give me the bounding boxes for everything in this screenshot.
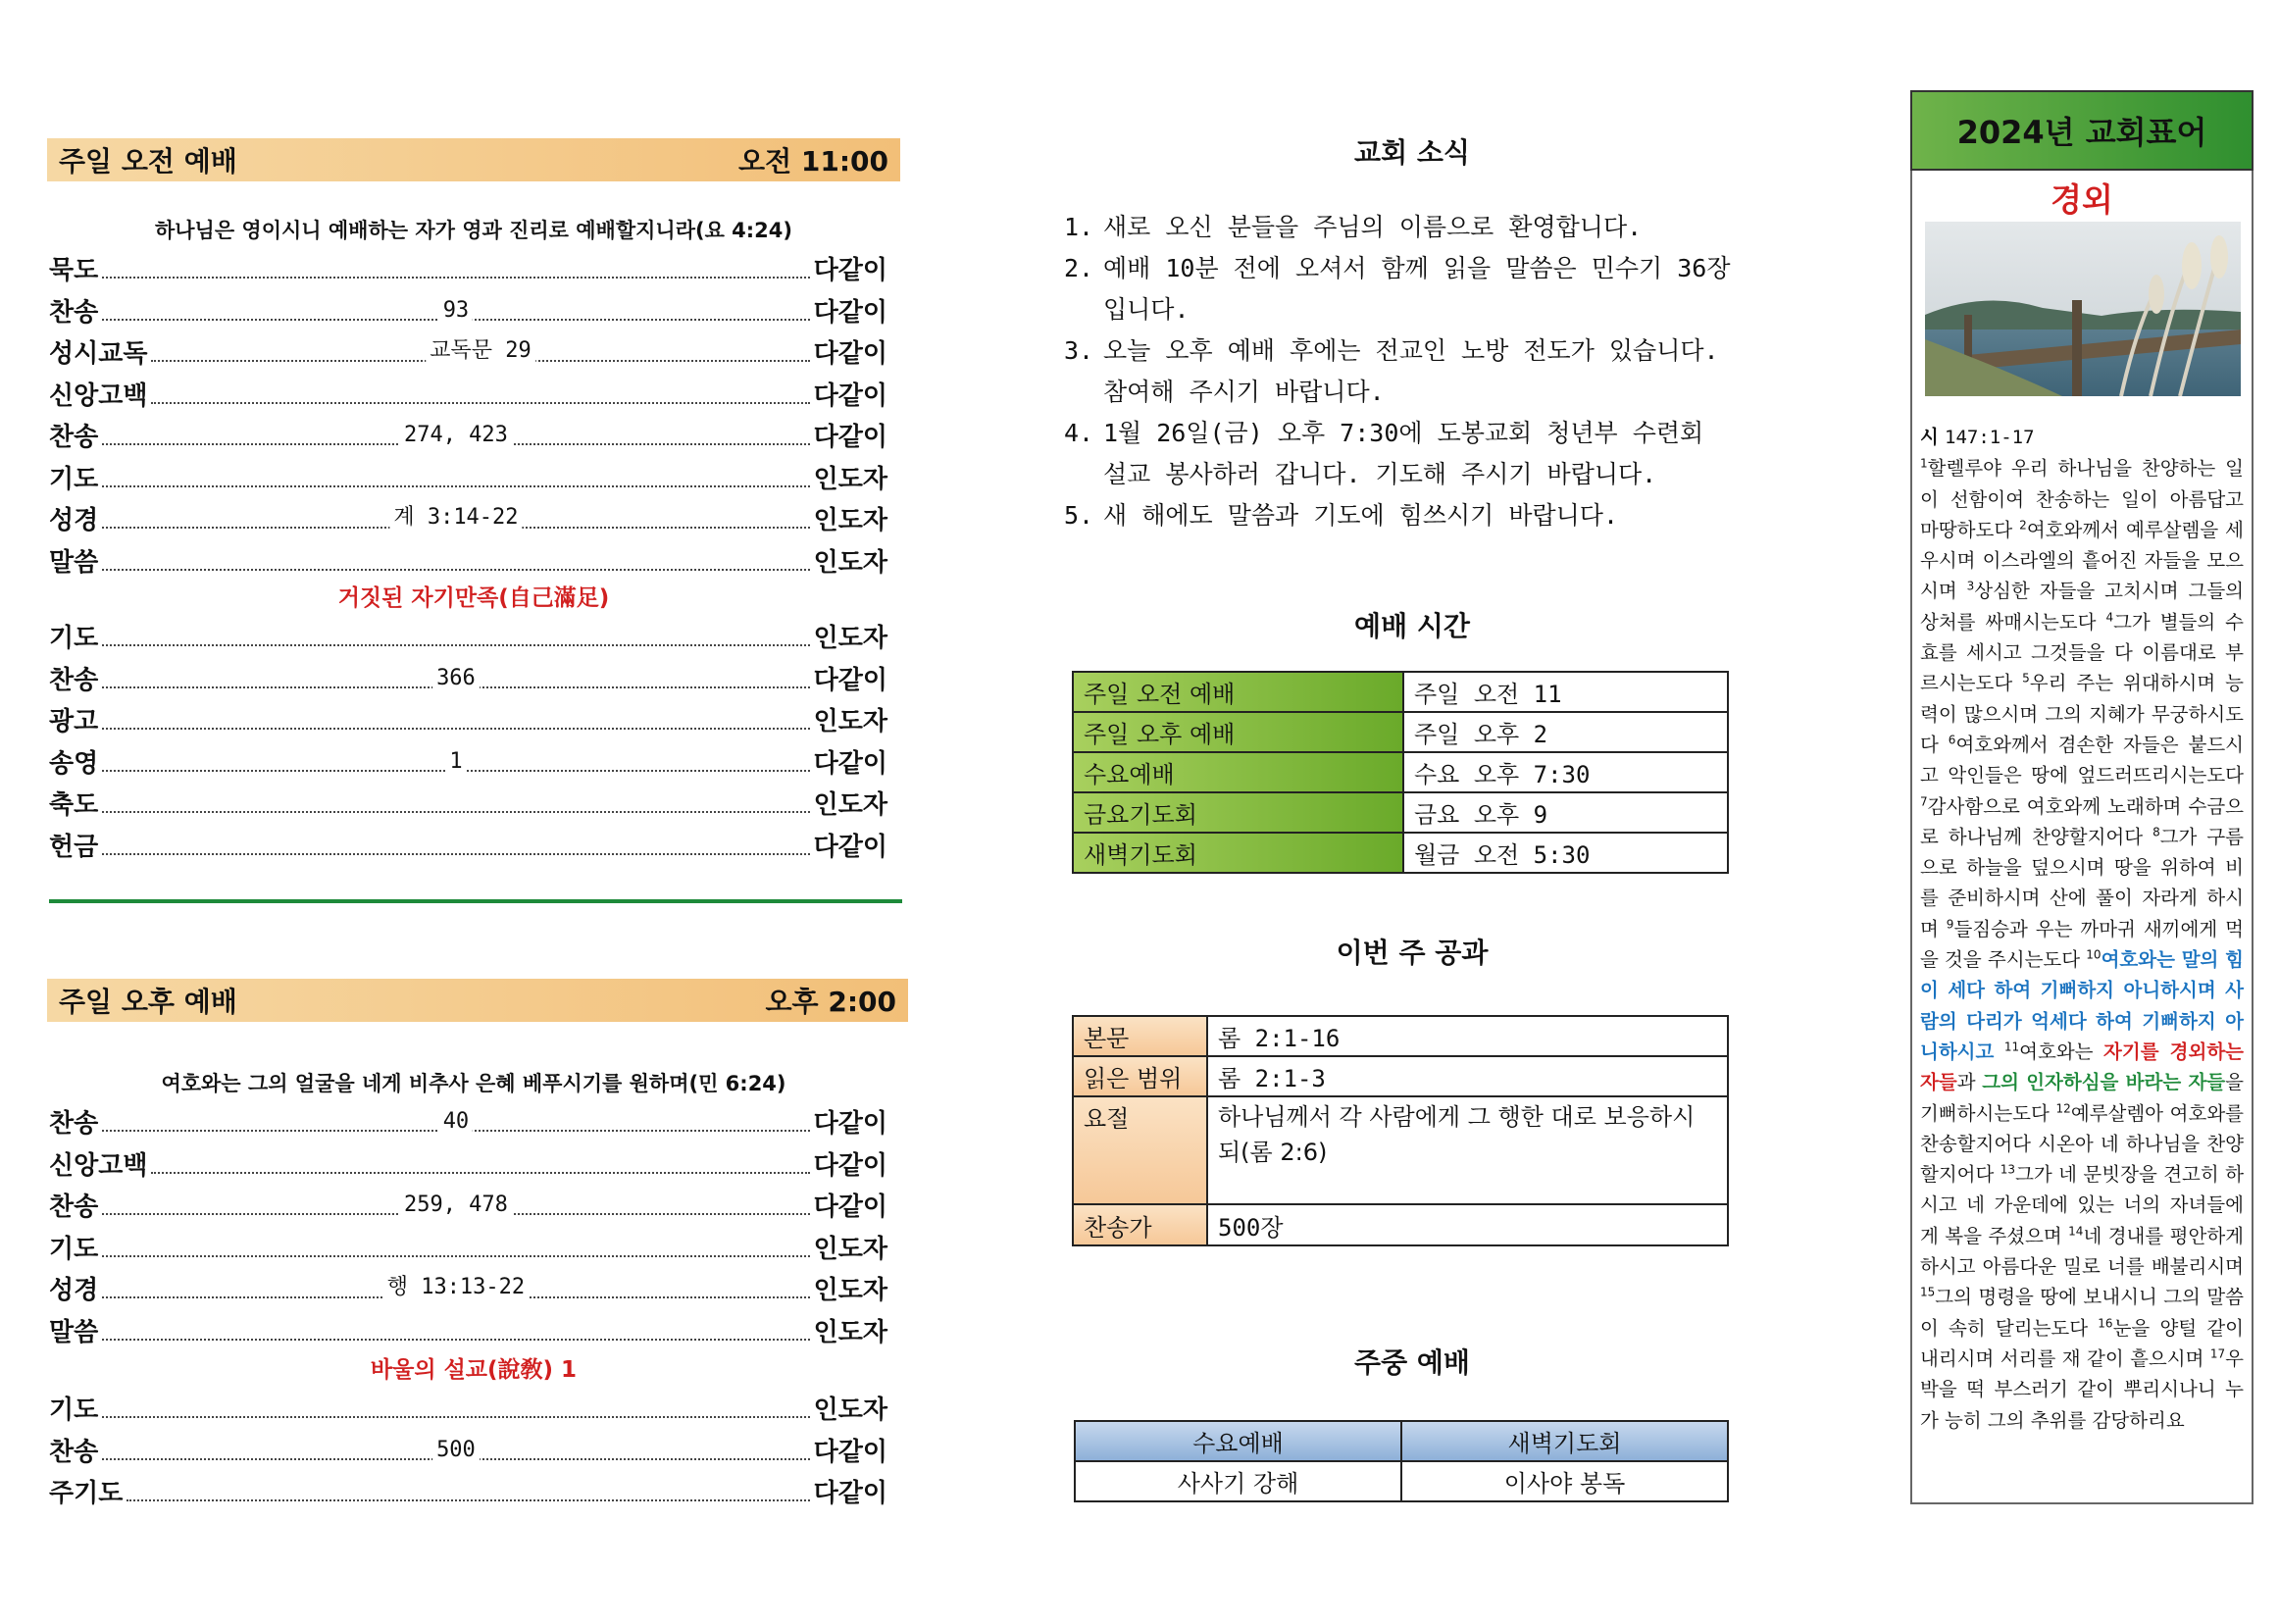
order-item-label: 축도 [49,790,99,820]
news-item-line: 새 해에도 말씀과 기도에 힘쓰시기 바랍니다. [1103,501,1619,530]
order-item-label: 묵도 [49,256,99,285]
psalm-text [1920,422,2244,1436]
news-item-line: 새로 오신 분들을 주님의 이름으로 환영합니다. [1103,213,1643,241]
weekday-table [1074,1420,1729,1502]
morning-verse: 하나님은 영이시니 예배하는 자가 영과 진리로 예배할지니라(요 4:24) [154,219,793,242]
order-item-responder: 인도자 [813,1276,887,1305]
dot-leader [102,852,809,855]
schedule-time: 주일 오후 2 [1403,712,1728,752]
dot-leader [102,748,809,774]
motto-word: 경외 [2051,180,2113,219]
lesson-hymn-label: 찬송가 [1073,1204,1207,1245]
schedule-row [1073,672,1728,712]
schedule-time: 금요 오후 9 [1403,792,1728,833]
order-item-detail: 40 [439,1109,474,1134]
schedule-service: 주일 오전 예배 [1073,672,1403,712]
order-item-label: 찬송 [49,1109,99,1139]
dot-leader [102,727,809,730]
schedule-title: 예배 시간 [1354,610,1470,642]
news-item-number: 4. [1064,419,1094,447]
psalm-ref-label: 시 [1920,426,1939,448]
order-item-responder: 인도자 [813,790,887,820]
order-item-responder: 인도자 [813,624,887,653]
news-item-number: 1. [1064,213,1094,241]
order-item-responder: 다같이 [813,748,887,779]
dot-leader [102,1437,809,1462]
order-item-detail: 259, 478 [400,1193,512,1217]
lesson-summary-line-2: 되(롬 2:6) [1218,1139,1328,1166]
afternoon-header-bar [47,979,908,1022]
order-item-label: 성시교독 [49,339,148,369]
dot-leader [102,276,809,279]
order-item-label: 말씀 [49,547,99,578]
news-item-line: 설교 봉사하러 갑니다. 기도해 주시기 바랍니다. [1103,460,1657,488]
order-item-responder: 인도자 [813,464,887,494]
order-item-label: 주기도 [49,1479,124,1508]
order-row [49,782,887,821]
order-row [49,1267,887,1306]
order-row [49,1226,887,1265]
news-item [1064,495,1750,536]
order-item-detail: 274, 423 [400,423,512,447]
order-item-detail: 1 [445,749,466,774]
schedule-row [1073,792,1728,833]
order-row [49,247,887,286]
schedule-time: 월금 오전 5:30 [1403,833,1728,873]
schedule-time: 주일 오전 11 [1403,672,1728,712]
afternoon-time: 오후 2:00 [765,986,896,1018]
order-item-detail: 계 3:14-22 [389,500,522,531]
morning-header-bar [47,138,900,181]
dot-leader [102,665,809,690]
order-item-responder: 다같이 [813,256,887,285]
order-item-responder: 다같이 [813,381,887,411]
dot-leader [102,423,809,447]
dot-leader [102,568,809,571]
dot-leader [102,1254,809,1257]
order-item-responder: 인도자 [813,1396,887,1425]
order-item-label: 찬송 [49,1193,99,1222]
order-item-responder: 인도자 [813,547,887,578]
order-row [49,539,887,579]
order-item-label: 헌금 [49,832,99,862]
dot-leader [151,338,809,363]
schedule-table [1072,671,1729,874]
news-title: 교회 소식 [1354,136,1470,169]
order-item-label: 찬송 [49,1437,99,1467]
order-item-label: 성경 [49,506,99,535]
dot-leader [102,1275,809,1299]
order-item-label: 말씀 [49,1317,99,1347]
order-item-responder: 인도자 [813,506,887,535]
order-row [49,1184,887,1223]
lesson-summary-value [1207,1096,1728,1204]
dot-leader [151,1171,809,1174]
weekday-value-2: 이사야 봉독 [1401,1461,1728,1501]
motto-title: 2024년 교회표어 [1910,90,2254,171]
dot-leader [102,1338,809,1341]
news-item-line: 입니다. [1103,295,1190,324]
lesson-range-value: 롬 2:1-3 [1207,1056,1728,1096]
order-row [49,1387,887,1426]
news-list [1064,207,1750,536]
news-item [1064,248,1750,330]
order-row [49,698,887,737]
order-item-label: 신앙고백 [49,1150,148,1181]
news-item-number: 5. [1064,501,1094,530]
order-item-label: 찬송 [49,423,99,452]
order-item-responder: 인도자 [813,1234,887,1264]
order-item-label: 찬송 [49,297,99,328]
lesson-summary-label: 요절 [1073,1096,1207,1204]
morning-title: 주일 오전 예배 [59,145,237,178]
order-item-responder: 다같이 [813,1150,887,1181]
order-item-label: 기도 [49,1396,99,1425]
section-divider [49,899,902,903]
order-item-responder: 다같이 [813,1479,887,1508]
order-item-label: 기도 [49,1234,99,1264]
afternoon-verse: 여호와는 그의 얼굴을 네게 비추사 은혜 베푸시기를 원하며(민 6:24) [161,1072,786,1095]
schedule-row [1073,712,1728,752]
news-item-number: 3. [1064,336,1094,365]
news-item-line: 1월 26일(금) 오후 7:30에 도봉교회 청년부 수련회 [1103,419,1704,447]
order-item-responder: 인도자 [813,707,887,736]
order-item-responder: 다같이 [813,1109,887,1139]
order-row [49,1142,887,1182]
order-row [49,740,887,780]
lesson-title: 이번 주 공과 [1336,937,1489,969]
dot-leader [127,1498,809,1501]
lesson-text-value: 롬 2:1-16 [1207,1016,1728,1056]
order-row [49,1429,887,1468]
news-item-line: 오늘 오후 예배 후에는 전교인 노방 전도가 있습니다. [1103,336,1719,365]
order-item-responder: 다같이 [813,423,887,452]
order-item-detail: 366 [432,666,480,690]
schedule-service: 새벽기도회 [1073,833,1403,873]
weekday-header-2: 새벽기도회 [1401,1421,1728,1461]
order-item-responder: 다같이 [813,339,887,369]
schedule-service: 금요기도회 [1073,792,1403,833]
order-row [49,414,887,453]
order-item-responder: 인도자 [813,1317,887,1347]
schedule-time: 수요 오후 7:30 [1403,752,1728,792]
order-row [49,289,887,329]
dot-leader [102,505,809,530]
lesson-table [1072,1015,1729,1246]
news-item [1064,330,1750,413]
order-item-label: 성경 [49,1276,99,1305]
schedule-row [1073,833,1728,873]
morning-time: 오전 11:00 [738,145,888,178]
schedule-service: 주일 오후 예배 [1073,712,1403,752]
lesson-text-label: 본문 [1073,1016,1207,1056]
order-row [49,1470,887,1509]
order-item-label: 찬송 [49,665,99,695]
order-row [49,456,887,495]
news-item [1064,207,1750,248]
news-item-number: 2. [1064,254,1094,282]
order-item-responder: 다같이 [813,665,887,695]
dot-leader [102,1415,809,1418]
order-item-detail: 행 13:13-22 [383,1270,529,1300]
order-item-responder: 다같이 [813,297,887,328]
order-row [49,330,887,370]
psalm-ref: 147:1-17 [1945,427,2035,448]
dot-leader [102,1109,809,1134]
dot-leader [151,401,809,404]
order-row [49,497,887,536]
order-item-detail: 교독문 29 [426,333,535,364]
news-item-line: 참여해 주시기 바랍니다. [1103,378,1385,406]
morning-sermon-title: 거짓된 자기만족(自己滿足) [337,585,610,611]
order-row [49,1309,887,1348]
order-item-label: 기도 [49,624,99,653]
dot-leader [102,484,809,487]
order-item-responder: 다같이 [813,1193,887,1222]
news-item-line: 예배 10분 전에 오셔서 함께 읽을 말씀은 민수기 36장 [1103,254,1731,282]
psalm-reference [1920,422,2244,453]
order-item-responder: 다같이 [813,1437,887,1467]
psalm-body: $^1$할렐루야 우리 하나님을 찬양하는 일이 선함이여 찬송하는 일이 아름답고 마땅하도다 $^2$여호와께서 예루살렘을 세우시며 이스라엘의 흩어진 자들을 모으시며 $^3$상심한 자들을 고치시며 그들의 상처를 싸매시는도다 $^4$그가 별들의 수효를 세시고 그것들을 다 이름대로 부르시는도다 $^5$우리 주는 위대하시며 능력이 많으시며 그의 지혜가 무궁하시도다 $^6$여호와께서 겸손한 자들은 붙드시고 악인들은 땅에 엎드러뜨리시는도다 $^7$감사함으로 여호와께 노래하며 수금으로 하나님께 찬양할지어다 $^8$그가 구름으로 하늘을 덮으시며 땅을 위하여 비를 준비하시며 산에 풀이 자라게 하시며 $^9$들짐승과 우는 까마귀 새끼에게 먹을 것을 주시는도다 $^{10}$여호와는 말의 힘이 세다 하여 기뻐하지 아니하시며 사람의 다리가 억세다 하여 기뻐하지 아니하시고 $^{11}$여호와는 자기를 경외하는 자들과 그의 인자하심을 바라는 자들을 기뻐하시는도다 $^{12}$예루살렘아 여호와를 찬송할지어다 시온아 네 하나님을 찬양할지어다 $^{13}$그가 네 문빗장을 견고히 하시고 네 가운데에 있는 너의 자녀들에게 복을 주셨으며 $^{14}$네 경내를 평안하게 하시고 아름다운 밀로 너를 배불리시며 $^{15}$그의 명령을 땅에 보내시니 그의 말씀이 속히 달리는도다 $^{16}$눈을 양털 같이 내리시며 서리를 재 같이 흩으시며 $^{17}$우박을 떡 부스러기 같이 뿌리시나니 누가 능히 그의 추위를 감당하리요 [1920,456,2245,1432]
afternoon-title: 주일 오후 예배 [59,986,237,1018]
dot-leader [102,297,809,323]
dot-leader [102,810,809,813]
news-item [1064,413,1750,495]
order-row [49,373,887,412]
schedule-service: 수요예배 [1073,752,1403,792]
lesson-summary-line-1: 하나님께서 각 사람에게 그 행한 대로 보응하시 [1218,1103,1696,1131]
order-row [49,824,887,863]
weekday-title: 주중 예배 [1354,1346,1470,1379]
order-item-responder: 다같이 [813,832,887,862]
order-item-detail: 500 [432,1438,480,1462]
lesson-range-label: 읽은 범위 [1073,1056,1207,1096]
order-row [49,1100,887,1140]
order-item-label: 기도 [49,464,99,494]
dot-leader [102,1193,809,1217]
order-row [49,657,887,696]
order-item-label: 신앙고백 [49,381,148,411]
order-item-label: 광고 [49,707,99,736]
dot-leader [102,643,809,646]
weekday-header-1: 수요예배 [1075,1421,1401,1461]
order-row [49,615,887,654]
afternoon-sermon-title: 바울의 설교(說敎) 1 [370,1357,578,1383]
landscape-photo [1925,222,2241,396]
order-item-detail: 93 [439,298,474,323]
lesson-hymn-value: 500장 [1207,1204,1728,1245]
schedule-row [1073,752,1728,792]
order-item-label: 송영 [49,748,99,779]
weekday-value-1: 사사기 강해 [1075,1461,1401,1501]
